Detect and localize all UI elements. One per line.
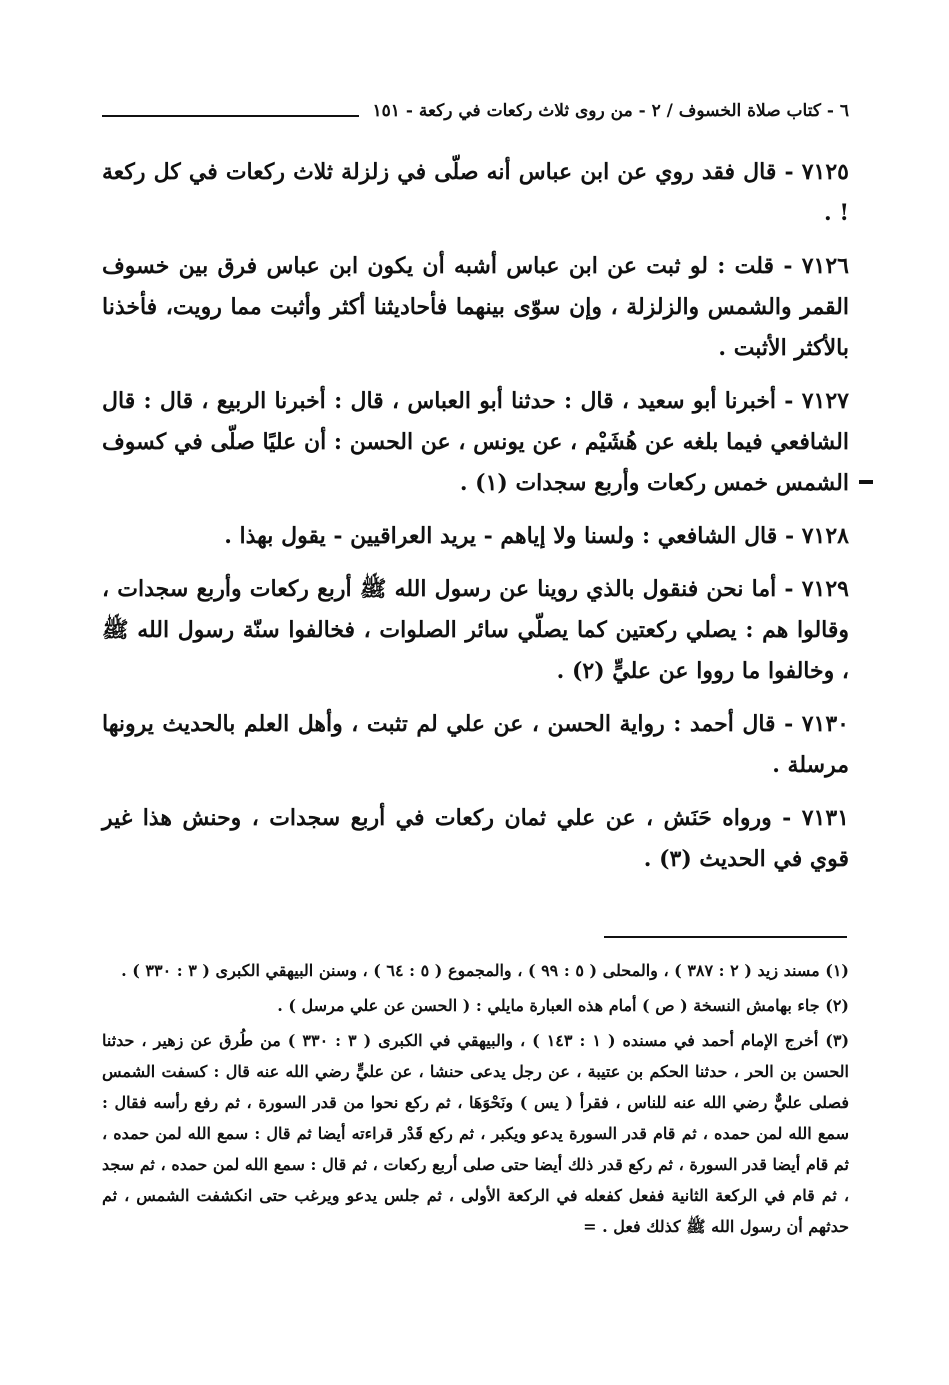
footnote-1: (١) مسند زيد ( ٢ : ٣٨٧ ) ، والمحلى ( ٥ : ٩٩ ) ، والمجموع ( ٥ : ٦٤ ) ، وسنن البيهقي الكبرى ( ٣ : ٣٣٠ ) . bbox=[121, 961, 849, 980]
paragraph-7128: ٧١٢٨ - قال الشافعي : ولسنا ولا إياهم - يريد العراقيين - يقول بهذا . bbox=[224, 523, 849, 549]
running-header bbox=[102, 96, 849, 126]
header-rule bbox=[102, 115, 359, 117]
margin-mark bbox=[859, 480, 873, 484]
main-text bbox=[102, 152, 849, 892]
header-title: ٦ - كتاب صلاة الخسوف / ٢ - من روى ثلاث ركعات في ركعة - ١٥١ bbox=[372, 101, 849, 121]
footnotes bbox=[102, 955, 849, 1246]
paragraph-7126: ٧١٢٦ - قلت : لو ثبت عن ابن عباس أشبه أن يكون ابن عباس فرق بين خسوف القمر والشمس والزلزلة ، وإن سوّى بينهما فأحاديثنا أكثر وأثبت مما رويت، فأخذنا بالأكثر الأثبت . bbox=[102, 253, 849, 361]
footnote-2: (٢) جاء بهامش النسخة ( ص ) أمام هذه العبارة مايلي : ( الحسن عن علي مرسل ) . bbox=[277, 996, 849, 1015]
footnote-3: (٣) أخرج الإمام أحمد في مسنده ( ١ : ١٤٣ ) ، والبيهقي في الكبرى ( ٣ : ٣٣٠ ) من طُرق عن زهير ، حدثنا الحسن بن الحر ، حدثنا الحكم بن عتيبة ، عن رجل يدعى حنشا ، عن عليٍّ رضي الله عنه قال : كسفت الشمس فصلى عليٌّ رضي الله عنه للناس ، فقرأ ( يس ) ونَحْوَهَا ، ثم ركع نحوا من قدر السورة ، ثم رفع رأسه فقال : سمع الله لمن حمده ، ثم قام قدر السورة يدعو ويكبر ، ثم ركع قَدْر قراءته أيضا ثم قال : سمع الله لمن حمده ، ثم قام أيضا قدر السورة ، ثم ركع قدر ذلك أيضا حتى صلى أربع ركعات ، ثم قال : سمع الله لمن حمده ، ثم سجد ، ثم قام في الركعة الثانية ففعل كفعله في الركعة الأولى ، ثم جلس يدعو ويرغب حتى انكشفت الشمس ، ثم حدثهم أن رسول الله ﷺ كذلك فعل . = bbox=[102, 1031, 850, 1236]
paragraph-7130: ٧١٣٠ - قال أحمد : رواية الحسن ، عن علي لم تثبت ، وأهل العلم بالحديث يرونها مرسلة . bbox=[102, 711, 849, 778]
paragraph-7129: ٧١٢٩ - أما نحن فنقول بالذي روينا عن رسول الله ﷺ أربع ركعات وأربع سجدات ، وقالوا هم : يصلي ركعتين كما يصلّي سائر الصلوات ، فخالفوا سنّة رسول الله ﷺ ، وخالفوا ما رووا عن عليٍّ (٢) . bbox=[102, 576, 849, 684]
paragraph-7131: ٧١٣١ - ورواه حَنَش ، عن علي ثمان ركعات في أربع سجدات ، وحنش هذا غير قوي في الحديث (٣) . bbox=[102, 805, 849, 872]
paragraph-7125: ٧١٢٥ - قال فقد روي عن ابن عباس أنه صلّى في زلزلة ثلاث ركعات في كل ركعة ! . bbox=[102, 159, 849, 226]
paragraph-7127: ٧١٢٧ - أخبرنا أبو سعيد ، قال : حدثنا أبو العباس ، قال : أخبرنا الربيع ، قال : قال الشافعي فيما بلغه عن هُشَيْم ، عن يونس ، عن الحسن : أن عليًا صلّى في كسوف الشمس خمس ركعات وأربع سجدات (١) . bbox=[102, 388, 849, 496]
footnote-separator bbox=[604, 936, 847, 938]
